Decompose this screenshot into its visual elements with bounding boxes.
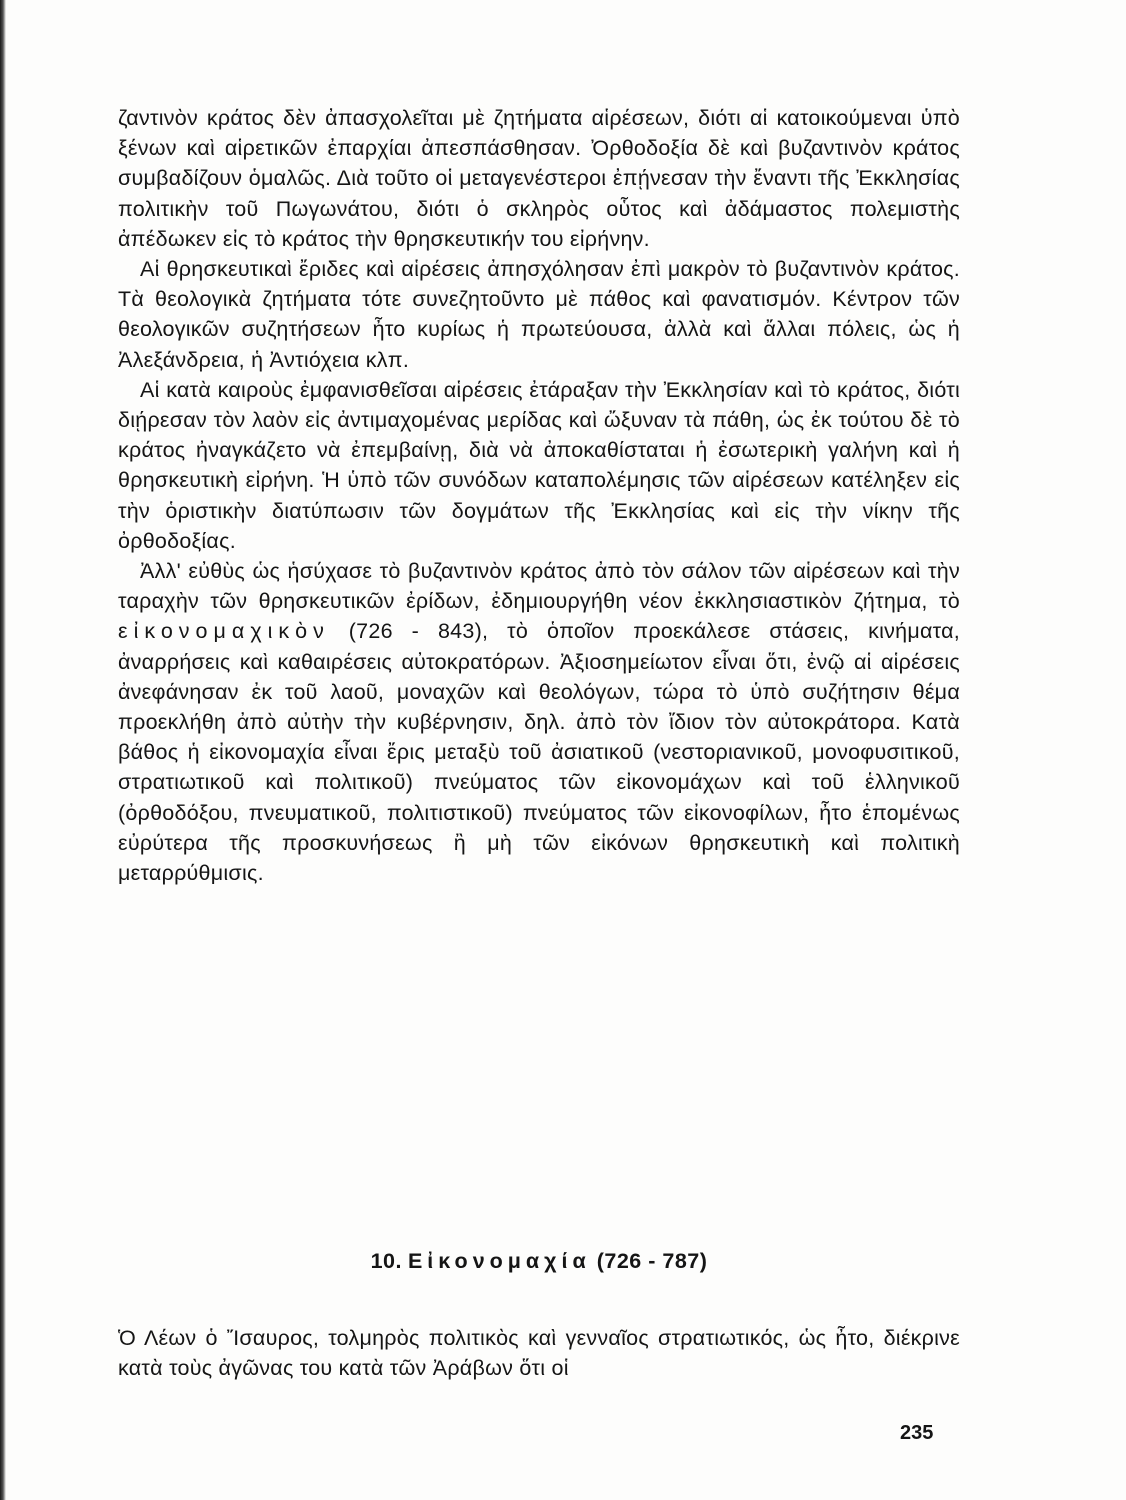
closing-paragraph: Ὁ Λέων ὁ Ἴσαυρος, τολμηρὸς πολιτικὸς καὶ γενναῖος στρατιωτικός, ὡς ἦτο, διέκρινε κατὰ τοὺς ἀγῶνας του κατὰ τῶν Ἀράβων ὅτι οἱ [118, 1326, 960, 1381]
page-number: 235 [900, 1422, 934, 1444]
paragraph-1: ζαντινὸν κράτος δὲν ἀπασχολεῖται μὲ ζητήματα αἱρέσεων, διότι αἱ κατοικούμεναι ὑπὸ ξένων καὶ αἱρετικῶν ἐπαρχίαι ἀπεσπάσθησαν. Ὀρθοδοξία δὲ καὶ βυζαντινὸν κράτος συμβαδίζουν ὁμαλῶς. Διὰ τοῦτο οἱ μεταγενέστεροι ἐπῄνεσαν τὴν ἔναντι τῆς Ἐκκλησίας πολιτικὴν τοῦ Πωγωνάτου, διότι ὁ σκληρὸς οὗτος καὶ ἀδάμαστος πολεμιστὴς ἀπέδωκεν εἰς τὸ κράτος τὴν θρησκευτικήν του εἰρήνην. [118, 106, 960, 251]
paragraph-4-start: Ἀλλ' εὐθὺς ὡς ἡσύχασε τὸ βυζαντινὸν κράτος ἀπὸ τὸν σάλον τῶν αἱρέσεων καὶ τὴν ταραχὴν τῶν θρησκευτικῶν ἐρίδων, ἐδημιουργήθη νέον ἐκκλησιαστικὸν ζήτημα, τὸ [118, 559, 960, 614]
paragraph-4-end: (726 - 843), τὸ ὁποῖον προεκάλεσε στάσεις, κινήματα, ἀναρρήσεις καὶ καθαιρέσεις αὐτοκρατόρων. Ἀξιοσημείωτον εἶναι ὅτι, ἐνῷ αἱ αἱρέσεις ἀνεφάνησαν ἐκ τοῦ λαοῦ, μοναχῶν καὶ θεολόγων, τώρα τὸ ὑπὸ συζήτησιν θέμα προεκλήθη ἀπὸ αὐτὴν τὴν κυβέρνησιν, δηλ. ἀπὸ τὸν ἴδιον τὸν αὐτοκράτορα. Κατὰ βάθος ἡ εἰκονομαχία εἶναι ἔρις μεταξὺ τοῦ ἀσιατικοῦ (νεστοριανικοῦ, μονοφυσιτικοῦ, στρατιωτικοῦ καὶ πολιτικοῦ) πνεύματος τῶν εἰκονομάχων καὶ τοῦ ἑλληνικοῦ (ὀρθοδόξου, πνευματικοῦ, πολιτιστικοῦ) πνεύματος τῶν εἰκονοφίλων, ἦτο ἑπομένως εὐρύτερα τῆς προσκυνήσεως ἢ μὴ τῶν εἰκόνων θρησκευτικὴ καὶ πολιτικὴ μεταρρύθμισις. [118, 619, 960, 886]
section-years: (726 - 787) [596, 1249, 708, 1273]
closing-text [118, 1323, 960, 1383]
section-title: Εἰκονομαχία [407, 1249, 591, 1273]
body-text [118, 103, 960, 888]
emphasized-term: εἰκονομαχικὸν [118, 619, 330, 644]
paragraph-2: Αἱ θρησκευτικαὶ ἔριδες καὶ αἱρέσεις ἀπησχόλησαν ἐπὶ μακρὸν τὸ βυζαντινὸν κράτος. Τὰ θεολογικὰ ζητήματα τότε συνεζητοῦντο μὲ πάθος καὶ φανατισμόν. Κέντρον τῶν θεολογικῶν συζητήσεων ἦτο κυρίως ἡ πρωτεύουσα, ἀλλὰ καὶ ἄλλαι πόλεις, ὡς ἡ Ἀλεξάνδρεια, ἡ Ἀντιόχεια κλπ. [118, 257, 960, 372]
binding-edge [0, 0, 6, 1500]
section-number: 10. [370, 1249, 402, 1273]
section-heading [118, 1249, 960, 1274]
paragraph-4 [118, 556, 960, 888]
paragraph-3: Αἱ κατὰ καιροὺς ἐμφανισθεῖσαι αἱρέσεις ἐτάραξαν τὴν Ἐκκλησίαν καὶ τὸ κράτος, διότι διῄρεσαν τὸν λαὸν εἰς ἀντιμαχομένας μερίδας καὶ ὤξυναν τὰ πάθη, ὡς ἐκ τούτου δὲ τὸ κράτος ἠναγκάζετο νὰ ἐπεμβαίνῃ, διὰ νὰ ἀποκαθίσταται ἡ ἐσωτερικὴ γαλήνη καὶ ἡ θρησκευτικὴ εἰρήνη. Ἡ ὑπὸ τῶν συνόδων καταπολέμησις τῶν αἱρέσεων κατέληξεν εἰς τὴν ὁριστικὴν διατύπωσιν τῶν δογμάτων τῆς Ἐκκλησίας καὶ εἰς τὴν νίκην τῆς ὀρθοδοξίας. [118, 377, 960, 553]
